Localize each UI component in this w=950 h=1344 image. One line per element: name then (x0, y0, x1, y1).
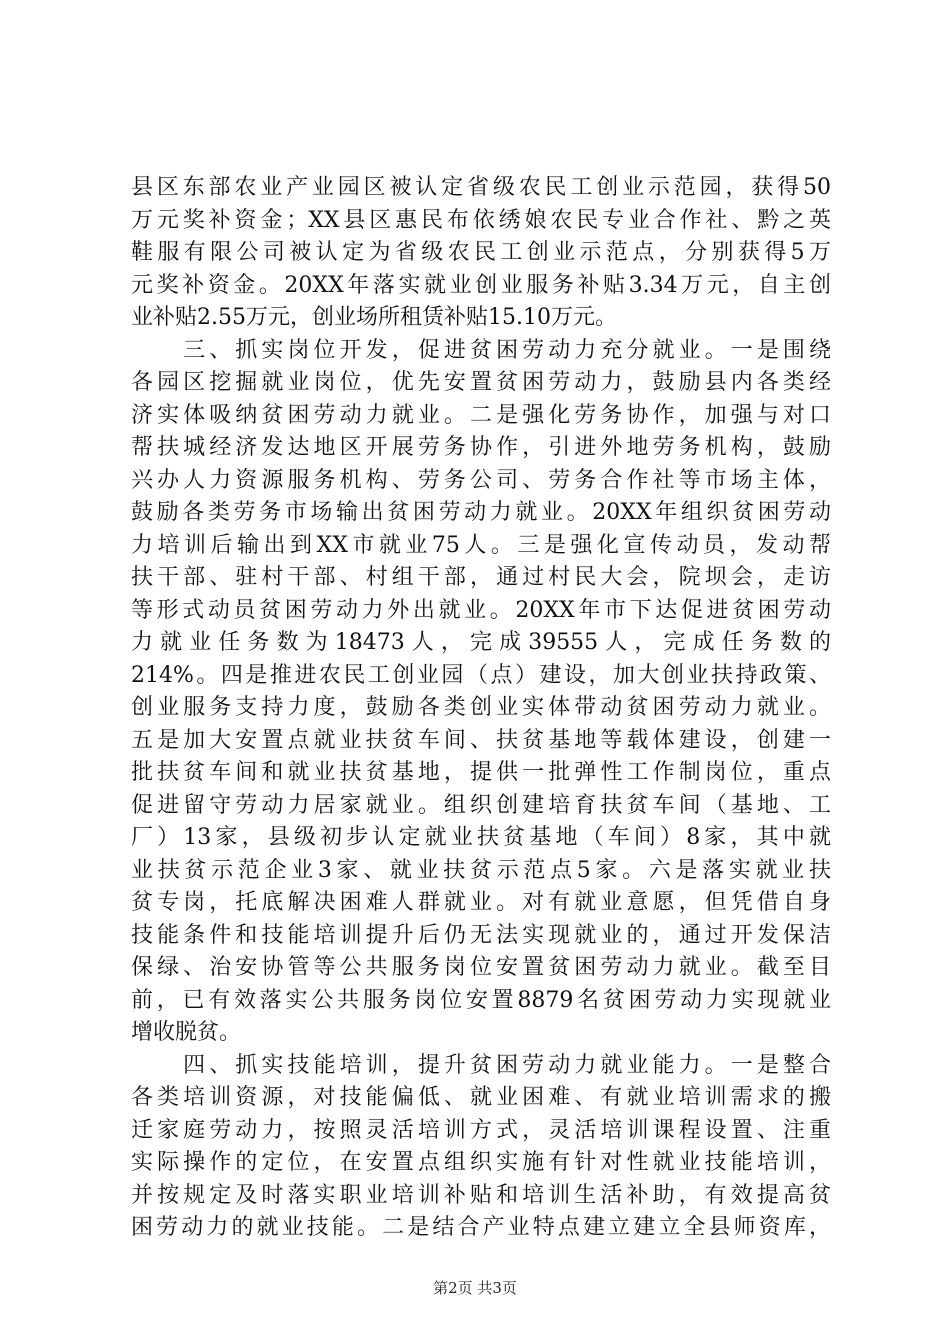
text-line-15: 力就业任务数为18473人，完成39555人，完成任务数的 (131, 630, 831, 655)
text-line-4: 元奖补资金。20XX年落实就业创业服务补贴3.34万元，自主创 (131, 272, 831, 298)
text-line-1: 县区东部农业产业园区被认定省级农民工创业示范园，获得50 (131, 175, 831, 200)
page-footer (0, 1278, 950, 1298)
text-line-32: 并按规定及时落实职业培训补贴和培训生活补助，有效提高贫 (131, 1182, 831, 1208)
text-line-24: 技能条件和技能培训提升后仍无法实现就业的，通过开发保洁 (131, 922, 831, 948)
text-line-14: 等形式动员贫困劳动力外出就业。20XX年市下达促进贫困劳动 (131, 597, 831, 623)
text-line-26: 前，已有效落实公共服务岗位安置8879名贫困劳动力实现就业 (131, 987, 831, 1013)
text-line-31: 实际操作的定位，在安置点组织实施有针对性就业技能培训， (131, 1150, 831, 1175)
text-line-7: 各园区挖掘就业岗位，优先安置贫困劳动力，鼓励县内各类经 (131, 370, 831, 395)
text-line-6: 三、抓实岗位开发，促进贫困劳动力充分就业。一是围绕 (131, 337, 831, 363)
text-line-21: 厂）13家，县级初步认定就业扶贫基地（车间）8家，其中就 (131, 825, 831, 850)
text-line-10: 兴办人力资源服务机构、劳务公司、劳务合作社等市场主体， (131, 467, 831, 493)
text-line-28: 四、抓实技能培训，提升贫困劳动力就业能力。一是整合 (131, 1052, 831, 1078)
text-line-27: 增收脱贫。 (131, 1020, 242, 1045)
page-number-label: 第2页 共3页 (433, 1279, 517, 1297)
text-line-12: 力培训后输出到XX市就业75人。三是强化宣传动员，发动帮 (131, 532, 831, 558)
text-line-9: 帮扶城经济发达地区开展劳务协作，引进外地劳务机构，鼓励 (131, 435, 831, 460)
text-line-13: 扶干部、驻村干部、村组干部，通过村民大会，院坝会，走访 (131, 565, 831, 590)
text-line-17: 创业服务支持力度，鼓励各类创业实体带动贫困劳动力就业。 (131, 695, 831, 720)
text-line-25: 保绿、治安协管等公共服务岗位安置贫困劳动力就业。截至目 (131, 955, 831, 980)
text-line-23: 贫专岗，托底解决困难人群就业。对有就业意愿，但凭借自身 (131, 890, 831, 915)
text-line-30: 迁家庭劳动力，按照灵活培训方式，灵活培训课程设置、注重 (131, 1117, 831, 1143)
document-body (131, 172, 831, 1245)
text-line-16: 214%。四是推进农民工创业园（点）建设，加大创业扶持政策、 (131, 662, 831, 688)
text-line-2: 万元奖补资金；XX县区惠民布依绣娘农民专业合作社、黔之英 (131, 207, 831, 233)
text-line-8: 济实体吸纳贫困劳动力就业。二是强化劳务协作，加强与对口 (131, 402, 831, 428)
text-line-20: 促进留守劳动力居家就业。组织创建培育扶贫车间（基地、工 (131, 792, 831, 818)
text-line-29: 各类培训资源，对技能偏低、就业困难、有就业培训需求的搬 (131, 1085, 831, 1110)
text-line-11: 鼓励各类劳务市场输出贫困劳动力就业。20XX年组织贫困劳动 (131, 500, 831, 525)
text-line-3: 鞋服有限公司被认定为省级农民工创业示范点，分别获得5万 (131, 240, 831, 265)
text-line-19: 批扶贫车间和就业扶贫基地，提供一批弹性工作制岗位，重点 (131, 760, 831, 785)
text-line-33: 困劳动力的就业技能。二是结合产业特点建立建立全县师资库， (131, 1215, 831, 1240)
text-line-5: 业补贴2.55万元，创业场所租赁补贴15.10万元。 (131, 305, 617, 330)
text-line-18: 五是加大安置点就业扶贫车间、扶贫基地等载体建设，创建一 (131, 727, 831, 753)
text-line-22: 业扶贫示范企业3家、就业扶贫示范点5家。六是落实就业扶 (131, 857, 831, 883)
